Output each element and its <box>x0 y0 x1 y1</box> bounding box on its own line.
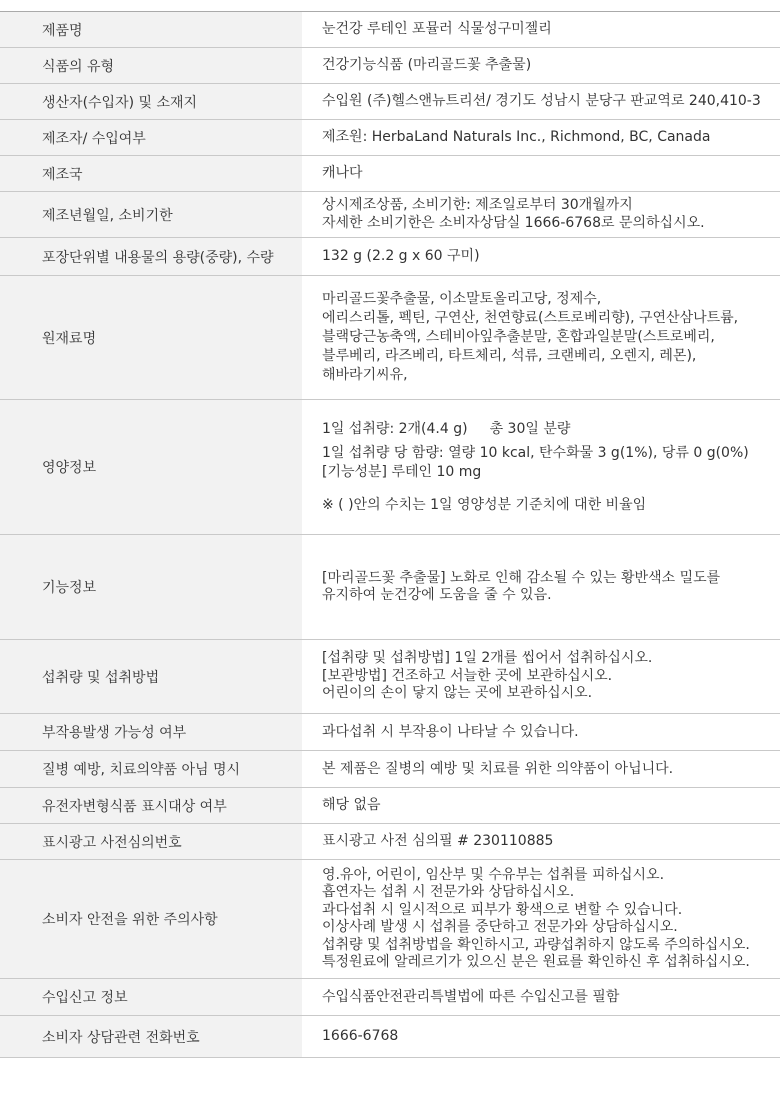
row-label-manufacturer: 제조자/ 수입여부 <box>0 120 302 156</box>
row-label-intake: 섭취량 및 섭취방법 <box>0 640 302 714</box>
table-row <box>0 1016 780 1058</box>
row-value-ingredients: 마리골드꽃추출물, 이소말토올리고당, 정제수, 에리스리톨, 펙틴, 구연산, 천연향료(스트로베리향), 구연산삼나트륨, 블랙당근농축액, 스테비아잎추출분말, 혼합과일분말(스트로베리, 블루베리, 라즈베리, 타트체리, 석류, 크랜베리, 오렌지, 레몬), 해바라기씨유, <box>322 291 739 383</box>
row-value-phone: 1666-6768 <box>322 1028 399 1044</box>
table-row <box>0 979 780 1016</box>
row-label-expiry: 제조년월일, 소비기한 <box>0 192 302 238</box>
table-row <box>0 84 780 120</box>
serving-size: 1일 섭취량: 2개(4.4 g) 총 30일 분량 <box>322 420 571 437</box>
row-value-gmo: 해당 없음 <box>322 797 381 813</box>
row-label-phone: 소비자 상담관련 전화번호 <box>0 1016 302 1058</box>
row-value-ad-review: 표시광고 사전 심의필 # 230110885 <box>322 833 554 849</box>
table-row <box>0 824 780 860</box>
row-label-function: 기능정보 <box>0 535 302 640</box>
row-value-product-name: 눈건강 루테인 포뮬러 식물성구미젤리 <box>322 21 552 37</box>
row-value-intake: [섭취량 및 섭취방법] 1일 2개를 씹어서 섭취하십시오. [보관방법] 건조하고 서늘한 곳에 보관하십시오. 어린이의 손이 닿지 않는 곳에 보관하십시오. <box>322 650 653 702</box>
table-row <box>0 238 780 276</box>
row-value-producer: 수입원 (주)헬스앤뉴트리션/ 경기도 성남시 분당구 판교역로 240,410-3 <box>322 93 761 109</box>
row-label-food-type: 식품의 유형 <box>0 48 302 84</box>
table-row <box>0 156 780 192</box>
row-label-capacity: 포장단위별 내용물의 용량(중량), 수량 <box>0 238 302 276</box>
table-row <box>0 12 780 48</box>
row-label-product-name: 제품명 <box>0 12 302 48</box>
nutrition-note: ※ ( )안의 수치는 1일 영양성분 기준치에 대한 비율임 <box>322 496 647 513</box>
table-row <box>0 400 780 535</box>
row-value-not-medicine: 본 제품은 질병의 예방 및 치료를 위한 의약품이 아닙니다. <box>322 760 674 777</box>
row-value-import-report: 수입식품안전관리특별법에 따른 수입신고를 필함 <box>322 988 620 1005</box>
row-value-country: 캐나다 <box>322 165 363 181</box>
table-row <box>0 751 780 788</box>
table-row <box>0 48 780 84</box>
row-label-ingredients: 원재료명 <box>0 276 302 400</box>
row-value-expiry: 상시제조상품, 소비기한: 제조일로부터 30개월까지 자세한 소비기한은 소비자상담실 1666-6768로 문의하십시오. <box>322 197 705 231</box>
table-row <box>0 640 780 714</box>
row-label-not-medicine: 질병 예방, 치료의약품 아님 명시 <box>0 751 302 788</box>
row-value-nutrition: 1일 섭취량: 2개(4.4 g) 총 30일 분량 1일 섭취량 당 함량: 열량 10 kcal, 탄수화물 3 g(1%), 당류 0 g(0%) [기능성분] 루테인 10 mg ※ ( )안의 수치는 1일 영양성분 기준치에 대한 비율임 <box>302 400 780 535</box>
row-label-import-report: 수입신고 정보 <box>0 979 302 1016</box>
row-label-ad-review: 표시광고 사전심의번호 <box>0 824 302 860</box>
row-label-gmo: 유전자변형식품 표시대상 여부 <box>0 788 302 824</box>
table-row <box>0 276 780 400</box>
table-row <box>0 788 780 824</box>
row-label-producer: 생산자(수입자) 및 소재지 <box>0 84 302 120</box>
row-value-food-type: 건강기능식품 (마리골드꽃 추출물) <box>322 57 532 73</box>
table-row <box>0 192 780 238</box>
row-value-manufacturer: 제조원: HerbaLand Naturals Inc., Richmond, BC, Canada <box>322 129 711 145</box>
row-label-nutrition: 영양정보 <box>0 400 302 535</box>
table-row <box>0 535 780 640</box>
table-row <box>0 120 780 156</box>
row-label-country: 제조국 <box>0 156 302 192</box>
table-row <box>0 714 780 751</box>
product-info-table <box>0 11 780 1058</box>
row-value-capacity: 132 g (2.2 g x 60 구미) <box>322 248 480 264</box>
row-label-side-effects: 부작용발생 가능성 여부 <box>0 714 302 751</box>
row-value-function: [마리골드꽃 추출물] 노화로 인해 감소될 수 있는 황반색소 밀도를 유지하여 눈건강에 도움을 줄 수 있음. <box>322 569 721 603</box>
row-label-safety: 소비자 안전을 위한 주의사항 <box>0 860 302 979</box>
row-value-safety: 영.유아, 어린이, 임산부 및 수유부는 섭취를 피하십시오. 흡연자는 섭취 시 전문가와 상담하십시오. 과다섭취 시 일시적으로 피부가 황색으로 변할 수 있습니다. 이상사례 발생 시 섭취를 중단하고 전문가와 상담하십시오. 섭취량 및 섭취방법을 확인하시고, 과량섭취하지 않도록 주의하십시오. 특정원료에 알레르기가 있으신 분은 원료를 확인하신 후 섭취하십시오. <box>322 866 750 970</box>
row-value-side-effects: 과다섭취 시 부작용이 나타날 수 있습니다. <box>322 723 579 740</box>
table-row <box>0 860 780 979</box>
